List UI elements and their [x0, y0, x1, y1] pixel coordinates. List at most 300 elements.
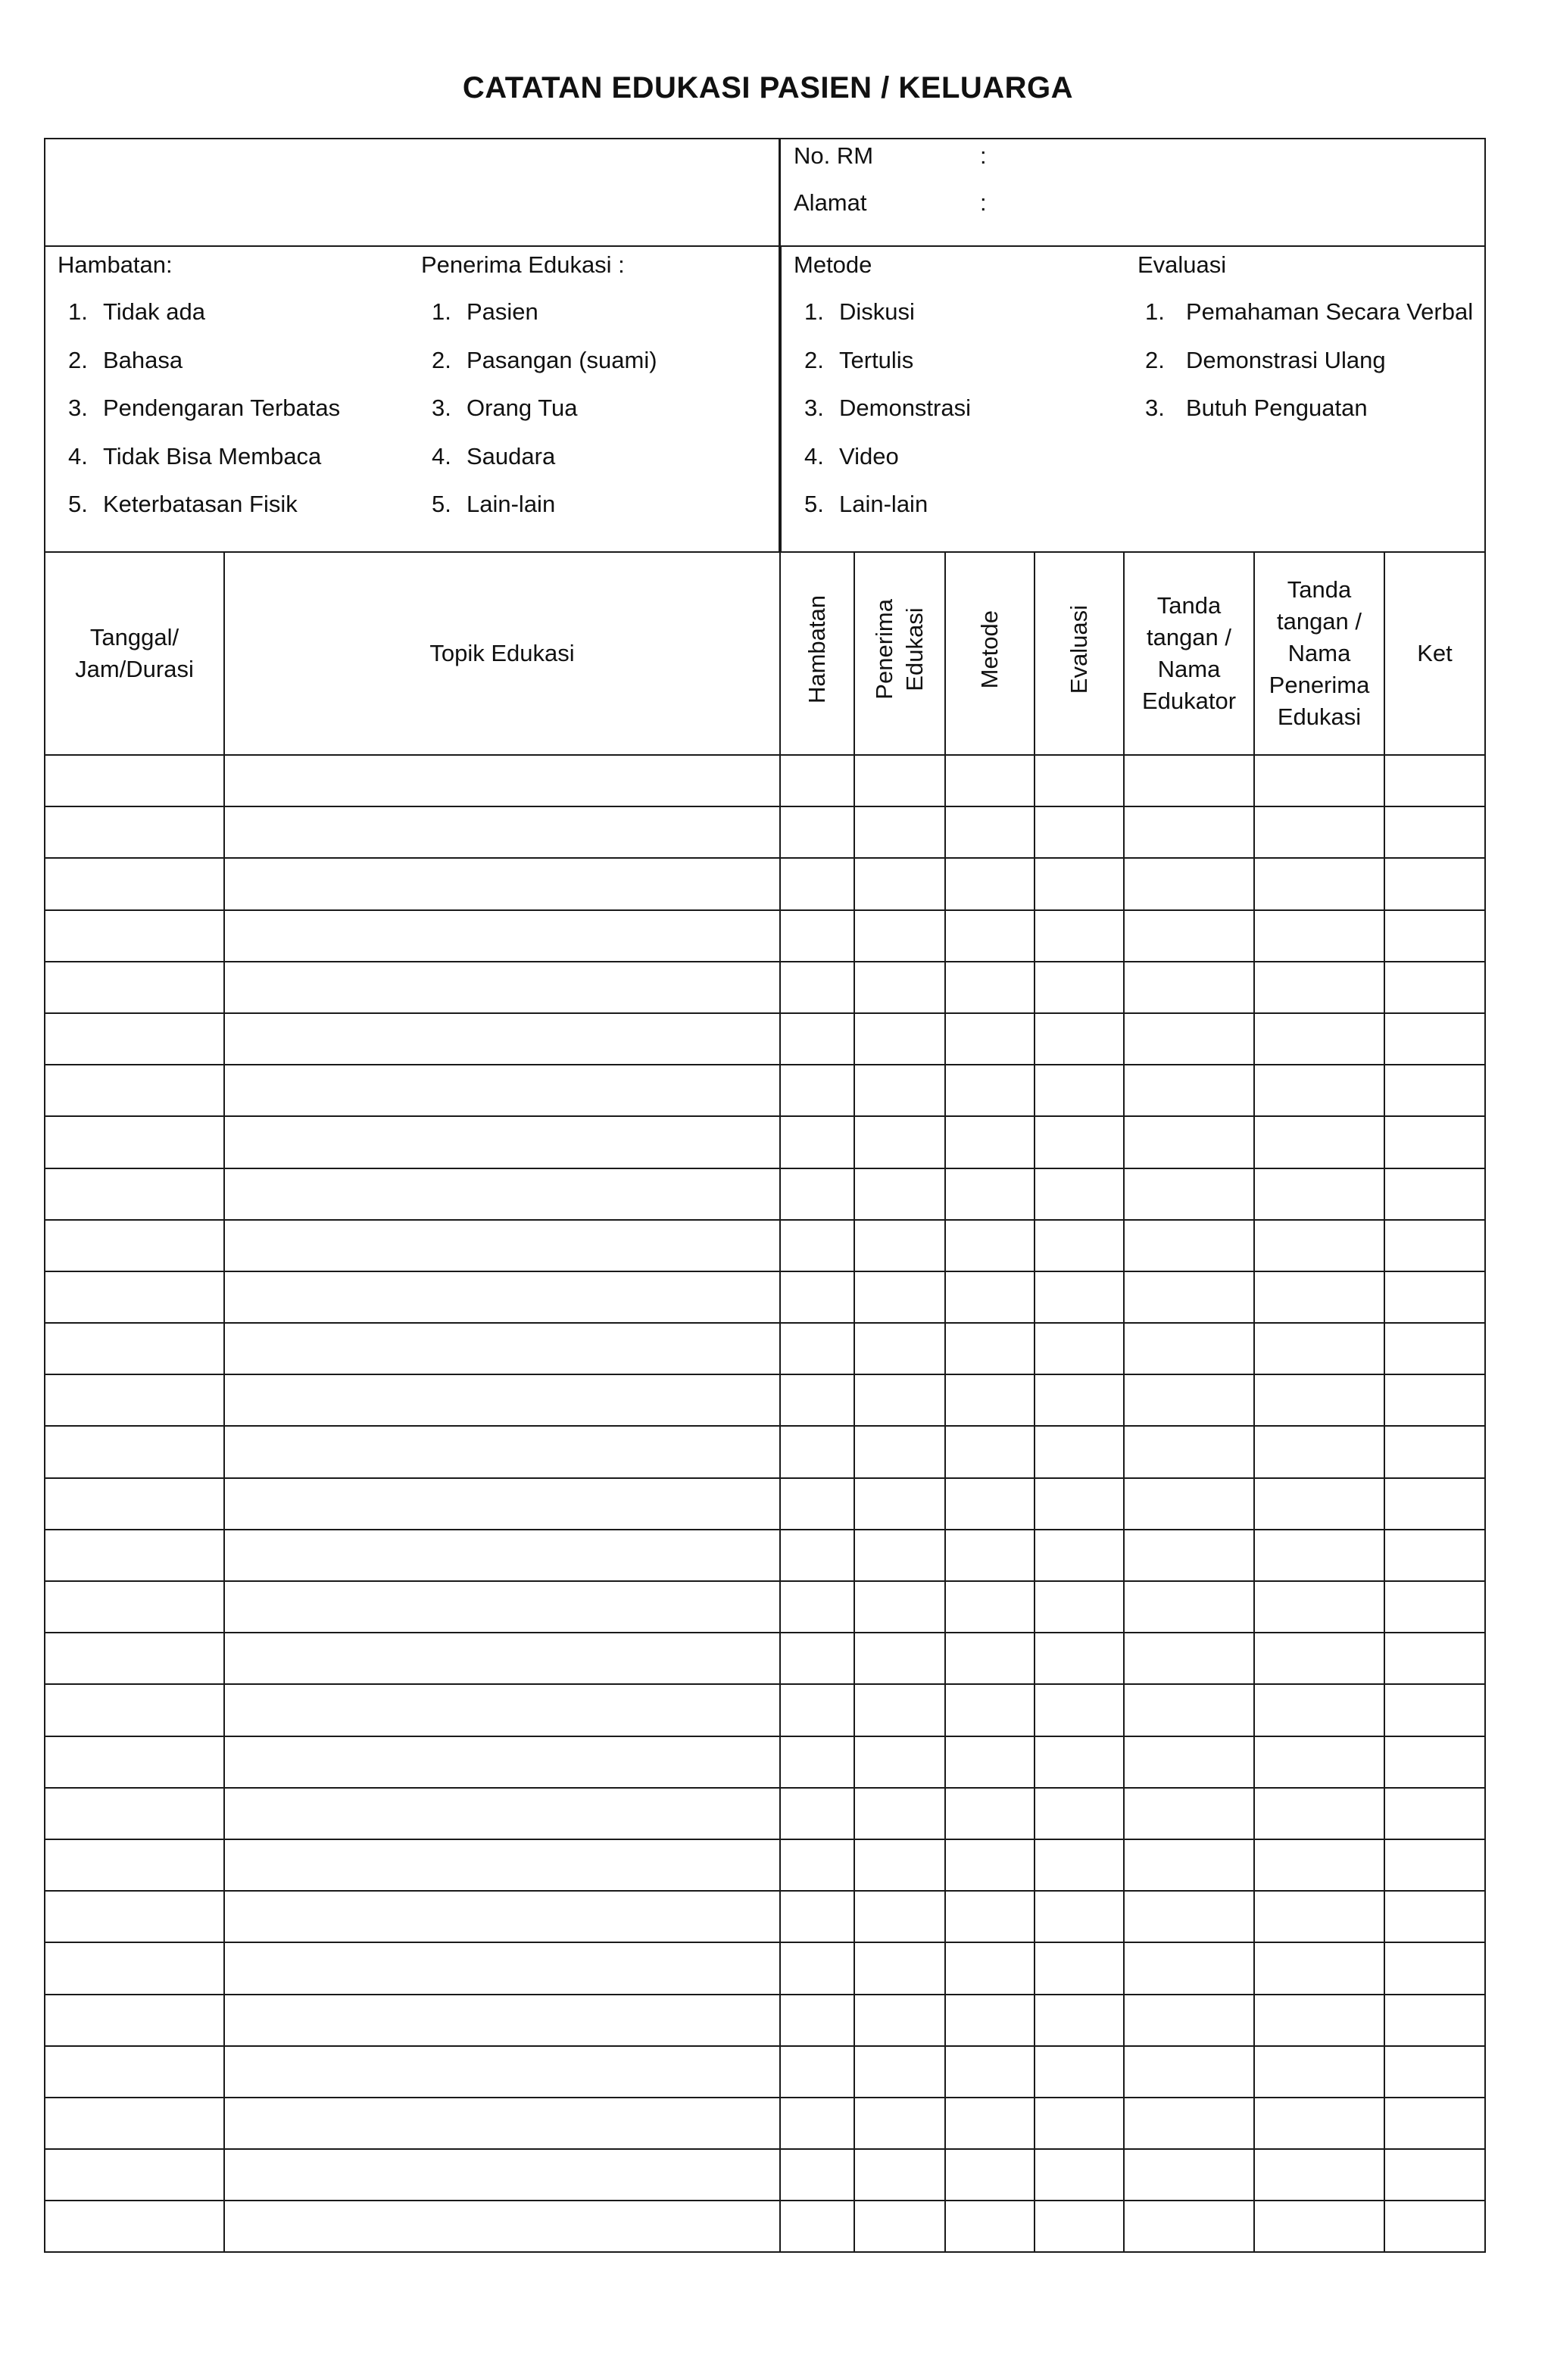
- cell-penerima[interactable]: [854, 1581, 945, 1633]
- cell-hambatan[interactable]: [780, 1478, 854, 1530]
- cell-tanggal[interactable]: [45, 1374, 224, 1426]
- cell-evaluasi[interactable]: [1035, 1581, 1124, 1633]
- cell-ket[interactable]: [1384, 2098, 1484, 2149]
- cell-topik[interactable]: [224, 1736, 780, 1788]
- cell-metode[interactable]: [945, 2046, 1035, 2098]
- cell-hambatan[interactable]: [780, 1995, 854, 2046]
- cell-ket[interactable]: [1384, 1168, 1484, 1220]
- cell-hambatan[interactable]: [780, 1633, 854, 1684]
- cell-ttd-penerima[interactable]: [1254, 962, 1384, 1013]
- cell-topik[interactable]: [224, 2046, 780, 2098]
- cell-tanggal[interactable]: [45, 1530, 224, 1581]
- legend-hambatan-title: Hambatan:: [58, 251, 173, 278]
- cell-ttd-edukator[interactable]: [1124, 1736, 1254, 1788]
- cell-ttd-penerima[interactable]: [1254, 2201, 1384, 2251]
- cell-evaluasi[interactable]: [1035, 1530, 1124, 1581]
- cell-tanggal[interactable]: [45, 1942, 224, 1994]
- cell-ket[interactable]: [1384, 1013, 1484, 1065]
- cell-tanggal[interactable]: [45, 1684, 224, 1736]
- cell-ttd-penerima[interactable]: [1254, 1684, 1384, 1736]
- cell-ttd-edukator[interactable]: [1124, 1116, 1254, 1168]
- col-header-ttd-edukator: Tanda tangan / Nama Edukator: [1124, 553, 1254, 755]
- cell-penerima[interactable]: [854, 1065, 945, 1116]
- cell-tanggal[interactable]: [45, 1013, 224, 1065]
- no-rm-separator: :: [980, 142, 987, 169]
- cell-hambatan[interactable]: [780, 1684, 854, 1736]
- cell-hambatan[interactable]: [780, 1271, 854, 1323]
- cell-ket[interactable]: [1384, 2201, 1484, 2251]
- cell-tanggal[interactable]: [45, 1633, 224, 1684]
- cell-ket[interactable]: [1384, 1116, 1484, 1168]
- cell-tanggal[interactable]: [45, 2098, 224, 2149]
- cell-topik[interactable]: [224, 2149, 780, 2201]
- col-header-hambatan: Hambatan: [780, 553, 854, 755]
- cell-ttd-penerima[interactable]: [1254, 910, 1384, 962]
- cell-tanggal[interactable]: [45, 1839, 224, 1891]
- cell-ttd-penerima[interactable]: [1254, 1891, 1384, 1942]
- cell-ttd-edukator[interactable]: [1124, 910, 1254, 962]
- cell-ttd-penerima[interactable]: [1254, 2098, 1384, 2149]
- cell-ttd-penerima[interactable]: [1254, 2149, 1384, 2201]
- cell-topik[interactable]: [224, 1013, 780, 1065]
- cell-ttd-edukator[interactable]: [1124, 1633, 1254, 1684]
- cell-tanggal[interactable]: [45, 1065, 224, 1116]
- cell-tanggal[interactable]: [45, 1168, 224, 1220]
- cell-metode[interactable]: [945, 1684, 1035, 1736]
- cell-penerima[interactable]: [854, 1374, 945, 1426]
- cell-ttd-penerima[interactable]: [1254, 1116, 1384, 1168]
- cell-ket[interactable]: [1384, 1323, 1484, 1374]
- legend-evaluasi: [1138, 248, 1473, 440]
- table-row: [45, 1736, 1484, 1788]
- cell-metode[interactable]: [945, 1426, 1035, 1477]
- cell-ket[interactable]: [1384, 755, 1484, 806]
- cell-hambatan[interactable]: [780, 2149, 854, 2201]
- cell-ttd-penerima[interactable]: [1254, 1323, 1384, 1374]
- col-header-metode: Metode: [945, 553, 1035, 755]
- cell-hambatan[interactable]: [780, 2046, 854, 2098]
- cell-topik[interactable]: [224, 962, 780, 1013]
- legend-metode-title: Metode: [794, 251, 872, 278]
- cell-ttd-edukator[interactable]: [1124, 1426, 1254, 1477]
- cell-ttd-edukator[interactable]: [1124, 1788, 1254, 1839]
- cell-ttd-edukator[interactable]: [1124, 1168, 1254, 1220]
- col-header-ket: Ket: [1384, 553, 1484, 755]
- cell-ttd-penerima[interactable]: [1254, 1736, 1384, 1788]
- cell-ket[interactable]: [1384, 2046, 1484, 2098]
- cell-ket[interactable]: [1384, 1891, 1484, 1942]
- cell-penerima[interactable]: [854, 1891, 945, 1942]
- cell-metode[interactable]: [945, 1116, 1035, 1168]
- cell-tanggal[interactable]: [45, 1581, 224, 1633]
- cell-hambatan[interactable]: [780, 1374, 854, 1426]
- cell-metode[interactable]: [945, 1530, 1035, 1581]
- list-item: 4. Tidak Bisa Membaca: [68, 442, 322, 469]
- cell-evaluasi[interactable]: [1035, 1323, 1124, 1374]
- table-row: [45, 1478, 1484, 1530]
- legend-hambatan: [58, 248, 340, 536]
- cell-metode[interactable]: [945, 1323, 1035, 1374]
- cell-ttd-edukator[interactable]: [1124, 755, 1254, 806]
- cell-metode[interactable]: [945, 1374, 1035, 1426]
- cell-metode[interactable]: [945, 1220, 1035, 1271]
- cell-evaluasi[interactable]: [1035, 1220, 1124, 1271]
- cell-metode[interactable]: [945, 755, 1035, 806]
- cell-topik[interactable]: [224, 1116, 780, 1168]
- cell-metode[interactable]: [945, 1168, 1035, 1220]
- list-item: 1. Diskusi: [804, 298, 915, 325]
- form-title: CATATAN EDUKASI PASIEN / KELUARGA: [462, 71, 1074, 104]
- cell-topik[interactable]: [224, 910, 780, 962]
- cell-ttd-penerima[interactable]: [1254, 1013, 1384, 1065]
- list-item: 3. Pendengaran Terbatas: [68, 395, 341, 421]
- cell-ttd-penerima[interactable]: [1254, 755, 1384, 806]
- cell-hambatan[interactable]: [780, 1116, 854, 1168]
- cell-topik[interactable]: [224, 1530, 780, 1581]
- cell-hambatan[interactable]: [780, 1788, 854, 1839]
- cell-ttd-penerima[interactable]: [1254, 806, 1384, 858]
- cell-hambatan[interactable]: [780, 1736, 854, 1788]
- cell-evaluasi[interactable]: [1035, 2201, 1124, 2251]
- cell-tanggal[interactable]: [45, 806, 224, 858]
- legend-metode: [794, 248, 971, 536]
- cell-penerima[interactable]: [854, 1736, 945, 1788]
- cell-metode[interactable]: [945, 1013, 1035, 1065]
- cell-ttd-penerima[interactable]: [1254, 1426, 1384, 1477]
- cell-ttd-edukator[interactable]: [1124, 1891, 1254, 1942]
- cell-penerima[interactable]: [854, 858, 945, 909]
- cell-metode[interactable]: [945, 1788, 1035, 1839]
- cell-evaluasi[interactable]: [1035, 1684, 1124, 1736]
- cell-hambatan[interactable]: [780, 1891, 854, 1942]
- cell-evaluasi[interactable]: [1035, 858, 1124, 909]
- cell-ttd-edukator[interactable]: [1124, 1530, 1254, 1581]
- cell-ttd-penerima[interactable]: [1254, 1271, 1384, 1323]
- cell-tanggal[interactable]: [45, 1478, 224, 1530]
- cell-ttd-edukator[interactable]: [1124, 1478, 1254, 1530]
- cell-metode[interactable]: [945, 1891, 1035, 1942]
- legend-divider: [779, 247, 782, 551]
- cell-ttd-edukator[interactable]: [1124, 1839, 1254, 1891]
- cell-topik[interactable]: [224, 1633, 780, 1684]
- list-item: 3. Orang Tua: [432, 395, 578, 421]
- cell-topik[interactable]: [224, 1942, 780, 1994]
- cell-hambatan[interactable]: [780, 1168, 854, 1220]
- cell-penerima[interactable]: [854, 1426, 945, 1477]
- cell-hambatan[interactable]: [780, 1942, 854, 1994]
- cell-evaluasi[interactable]: [1035, 2098, 1124, 2149]
- cell-hambatan[interactable]: [780, 1530, 854, 1581]
- cell-ttd-penerima[interactable]: [1254, 1788, 1384, 1839]
- cell-metode[interactable]: [945, 1839, 1035, 1891]
- cell-ket[interactable]: [1384, 1581, 1484, 1633]
- cell-ttd-edukator[interactable]: [1124, 2098, 1254, 2149]
- cell-ket[interactable]: [1384, 806, 1484, 858]
- cell-ttd-edukator[interactable]: [1124, 2201, 1254, 2251]
- cell-tanggal[interactable]: [45, 910, 224, 962]
- cell-hambatan[interactable]: [780, 2098, 854, 2149]
- cell-hambatan[interactable]: [780, 1323, 854, 1374]
- cell-ket[interactable]: [1384, 1633, 1484, 1684]
- cell-hambatan[interactable]: [780, 2201, 854, 2251]
- cell-ttd-penerima[interactable]: [1254, 858, 1384, 909]
- table-row: [45, 1942, 1484, 1994]
- cell-topik[interactable]: [224, 858, 780, 909]
- table-row: [45, 1633, 1484, 1684]
- table-row: [45, 1995, 1484, 2046]
- cell-topik[interactable]: [224, 1684, 780, 1736]
- cell-topik[interactable]: [224, 1426, 780, 1477]
- cell-tanggal[interactable]: [45, 1891, 224, 1942]
- cell-evaluasi[interactable]: [1035, 1168, 1124, 1220]
- cell-topik[interactable]: [224, 2098, 780, 2149]
- cell-topik[interactable]: [224, 1220, 780, 1271]
- cell-penerima[interactable]: [854, 1168, 945, 1220]
- cell-topik[interactable]: [224, 755, 780, 806]
- cell-ket[interactable]: [1384, 1478, 1484, 1530]
- cell-penerima[interactable]: [854, 1220, 945, 1271]
- cell-ket[interactable]: [1384, 962, 1484, 1013]
- cell-evaluasi[interactable]: [1035, 1374, 1124, 1426]
- table-row: [45, 806, 1484, 858]
- cell-ket[interactable]: [1384, 1839, 1484, 1891]
- cell-penerima[interactable]: [854, 962, 945, 1013]
- cell-topik[interactable]: [224, 1839, 780, 1891]
- cell-hambatan[interactable]: [780, 858, 854, 909]
- cell-penerima[interactable]: [854, 1271, 945, 1323]
- cell-ttd-edukator[interactable]: [1124, 1013, 1254, 1065]
- table-row: [45, 2201, 1484, 2251]
- cell-penerima[interactable]: [854, 2201, 945, 2251]
- cell-evaluasi[interactable]: [1035, 1633, 1124, 1684]
- cell-ket[interactable]: [1384, 1736, 1484, 1788]
- cell-topik[interactable]: [224, 1581, 780, 1633]
- cell-penerima[interactable]: [854, 1995, 945, 2046]
- cell-topik[interactable]: [224, 2201, 780, 2251]
- cell-evaluasi[interactable]: [1035, 806, 1124, 858]
- cell-metode[interactable]: [945, 806, 1035, 858]
- cell-evaluasi[interactable]: [1035, 1426, 1124, 1477]
- cell-ket[interactable]: [1384, 1374, 1484, 1426]
- cell-tanggal[interactable]: [45, 1220, 224, 1271]
- cell-tanggal[interactable]: [45, 1323, 224, 1374]
- cell-penerima[interactable]: [854, 1013, 945, 1065]
- cell-topik[interactable]: [224, 1995, 780, 2046]
- cell-metode[interactable]: [945, 1633, 1035, 1684]
- cell-hambatan[interactable]: [780, 962, 854, 1013]
- cell-tanggal[interactable]: [45, 1788, 224, 1839]
- cell-evaluasi[interactable]: [1035, 1788, 1124, 1839]
- cell-tanggal[interactable]: [45, 755, 224, 806]
- cell-hambatan[interactable]: [780, 1065, 854, 1116]
- cell-ttd-penerima[interactable]: [1254, 1581, 1384, 1633]
- cell-metode[interactable]: [945, 1736, 1035, 1788]
- cell-evaluasi[interactable]: [1035, 2046, 1124, 2098]
- education-log-table: [45, 553, 1484, 2251]
- list-item: 1. Tidak ada: [68, 298, 205, 325]
- cell-penerima[interactable]: [854, 2046, 945, 2098]
- cell-evaluasi[interactable]: [1035, 1065, 1124, 1116]
- cell-ttd-edukator[interactable]: [1124, 806, 1254, 858]
- cell-ket[interactable]: [1384, 1065, 1484, 1116]
- cell-metode[interactable]: [945, 1065, 1035, 1116]
- cell-evaluasi[interactable]: [1035, 1736, 1124, 1788]
- cell-ket[interactable]: [1384, 1220, 1484, 1271]
- cell-ttd-penerima[interactable]: [1254, 1995, 1384, 2046]
- cell-ttd-edukator[interactable]: [1124, 962, 1254, 1013]
- cell-evaluasi[interactable]: [1035, 910, 1124, 962]
- cell-ttd-penerima[interactable]: [1254, 1065, 1384, 1116]
- cell-hambatan[interactable]: [780, 910, 854, 962]
- cell-penerima[interactable]: [854, 755, 945, 806]
- cell-topik[interactable]: [224, 1168, 780, 1220]
- cell-ttd-edukator[interactable]: [1124, 1065, 1254, 1116]
- cell-evaluasi[interactable]: [1035, 1478, 1124, 1530]
- cell-tanggal[interactable]: [45, 2046, 224, 2098]
- cell-tanggal[interactable]: [45, 858, 224, 909]
- cell-ket[interactable]: [1384, 858, 1484, 909]
- cell-ttd-edukator[interactable]: [1124, 2046, 1254, 2098]
- cell-ket[interactable]: [1384, 1942, 1484, 1994]
- cell-penerima[interactable]: [854, 806, 945, 858]
- patient-header: [45, 139, 1484, 247]
- cell-ttd-penerima[interactable]: [1254, 1478, 1384, 1530]
- cell-topik[interactable]: [224, 1374, 780, 1426]
- cell-penerima[interactable]: [854, 1788, 945, 1839]
- cell-topik[interactable]: [224, 1065, 780, 1116]
- cell-evaluasi[interactable]: [1035, 1995, 1124, 2046]
- cell-evaluasi[interactable]: [1035, 1942, 1124, 1994]
- cell-evaluasi[interactable]: [1035, 1271, 1124, 1323]
- cell-penerima[interactable]: [854, 1942, 945, 1994]
- cell-ttd-edukator[interactable]: [1124, 1271, 1254, 1323]
- cell-ttd-penerima[interactable]: [1254, 1942, 1384, 1994]
- cell-topik[interactable]: [224, 1788, 780, 1839]
- cell-penerima[interactable]: [854, 2098, 945, 2149]
- cell-ttd-penerima[interactable]: [1254, 1374, 1384, 1426]
- cell-penerima[interactable]: [854, 1633, 945, 1684]
- cell-evaluasi[interactable]: [1035, 755, 1124, 806]
- cell-ttd-penerima[interactable]: [1254, 1839, 1384, 1891]
- cell-tanggal[interactable]: [45, 1116, 224, 1168]
- cell-ttd-edukator[interactable]: [1124, 1323, 1254, 1374]
- cell-ket[interactable]: [1384, 1530, 1484, 1581]
- cell-ket[interactable]: [1384, 910, 1484, 962]
- cell-ttd-edukator[interactable]: [1124, 1220, 1254, 1271]
- cell-hambatan[interactable]: [780, 755, 854, 806]
- cell-metode[interactable]: [945, 910, 1035, 962]
- cell-ttd-penerima[interactable]: [1254, 1220, 1384, 1271]
- cell-hambatan[interactable]: [780, 1839, 854, 1891]
- cell-metode[interactable]: [945, 1995, 1035, 2046]
- cell-penerima[interactable]: [854, 910, 945, 962]
- table-row: [45, 755, 1484, 806]
- cell-hambatan[interactable]: [780, 1220, 854, 1271]
- cell-ttd-edukator[interactable]: [1124, 1684, 1254, 1736]
- cell-penerima[interactable]: [854, 1530, 945, 1581]
- cell-penerima[interactable]: [854, 1323, 945, 1374]
- cell-ttd-edukator[interactable]: [1124, 1374, 1254, 1426]
- cell-metode[interactable]: [945, 1581, 1035, 1633]
- cell-ket[interactable]: [1384, 1426, 1484, 1477]
- no-rm-field[interactable]: [794, 142, 987, 170]
- cell-ttd-edukator[interactable]: [1124, 1995, 1254, 2046]
- cell-topik[interactable]: [224, 1323, 780, 1374]
- cell-tanggal[interactable]: [45, 1736, 224, 1788]
- cell-evaluasi[interactable]: [1035, 1839, 1124, 1891]
- cell-ket[interactable]: [1384, 1788, 1484, 1839]
- cell-hambatan[interactable]: [780, 1013, 854, 1065]
- cell-metode[interactable]: [945, 2149, 1035, 2201]
- cell-ttd-penerima[interactable]: [1254, 1168, 1384, 1220]
- list-item: 2. Pasangan (suami): [432, 346, 657, 373]
- cell-penerima[interactable]: [854, 1478, 945, 1530]
- cell-penerima[interactable]: [854, 1839, 945, 1891]
- legend-penerima-edukasi: [421, 248, 657, 536]
- cell-tanggal[interactable]: [45, 962, 224, 1013]
- cell-tanggal[interactable]: [45, 2201, 224, 2251]
- cell-ttd-edukator[interactable]: [1124, 2149, 1254, 2201]
- cell-ket[interactable]: [1384, 2149, 1484, 2201]
- cell-evaluasi[interactable]: [1035, 962, 1124, 1013]
- cell-ket[interactable]: [1384, 1995, 1484, 2046]
- cell-hambatan[interactable]: [780, 806, 854, 858]
- cell-metode[interactable]: [945, 1478, 1035, 1530]
- cell-metode[interactable]: [945, 1271, 1035, 1323]
- cell-hambatan[interactable]: [780, 1426, 854, 1477]
- table-row: [45, 1271, 1484, 1323]
- cell-ttd-penerima[interactable]: [1254, 2046, 1384, 2098]
- cell-metode[interactable]: [945, 2098, 1035, 2149]
- table-row: [45, 2098, 1484, 2149]
- cell-tanggal[interactable]: [45, 1271, 224, 1323]
- cell-metode[interactable]: [945, 1942, 1035, 1994]
- cell-evaluasi[interactable]: [1035, 1891, 1124, 1942]
- table-row: [45, 1013, 1484, 1065]
- cell-penerima[interactable]: [854, 1684, 945, 1736]
- table-row: [45, 1581, 1484, 1633]
- cell-metode[interactable]: [945, 858, 1035, 909]
- cell-topik[interactable]: [224, 1478, 780, 1530]
- cell-penerima[interactable]: [854, 2149, 945, 2201]
- cell-tanggal[interactable]: [45, 2149, 224, 2201]
- table-row: [45, 962, 1484, 1013]
- cell-ttd-penerima[interactable]: [1254, 1633, 1384, 1684]
- cell-ttd-edukator[interactable]: [1124, 1581, 1254, 1633]
- col-header-ttd-penerima: Tanda tangan / Nama Penerima Edukasi: [1254, 553, 1384, 755]
- cell-topik[interactable]: [224, 806, 780, 858]
- cell-ttd-edukator[interactable]: [1124, 1942, 1254, 1994]
- cell-evaluasi[interactable]: [1035, 2149, 1124, 2201]
- cell-evaluasi[interactable]: [1035, 1013, 1124, 1065]
- cell-topik[interactable]: [224, 1271, 780, 1323]
- cell-topik[interactable]: [224, 1891, 780, 1942]
- cell-ket[interactable]: [1384, 1684, 1484, 1736]
- alamat-field[interactable]: [794, 189, 987, 217]
- cell-tanggal[interactable]: [45, 1995, 224, 2046]
- cell-metode[interactable]: [945, 962, 1035, 1013]
- cell-metode[interactable]: [945, 2201, 1035, 2251]
- cell-ttd-edukator[interactable]: [1124, 858, 1254, 909]
- cell-tanggal[interactable]: [45, 1426, 224, 1477]
- cell-hambatan[interactable]: [780, 1581, 854, 1633]
- table-row: [45, 1530, 1484, 1581]
- cell-ket[interactable]: [1384, 1271, 1484, 1323]
- cell-ttd-penerima[interactable]: [1254, 1530, 1384, 1581]
- cell-penerima[interactable]: [854, 1116, 945, 1168]
- code-legend: [45, 247, 1484, 553]
- cell-evaluasi[interactable]: [1035, 1116, 1124, 1168]
